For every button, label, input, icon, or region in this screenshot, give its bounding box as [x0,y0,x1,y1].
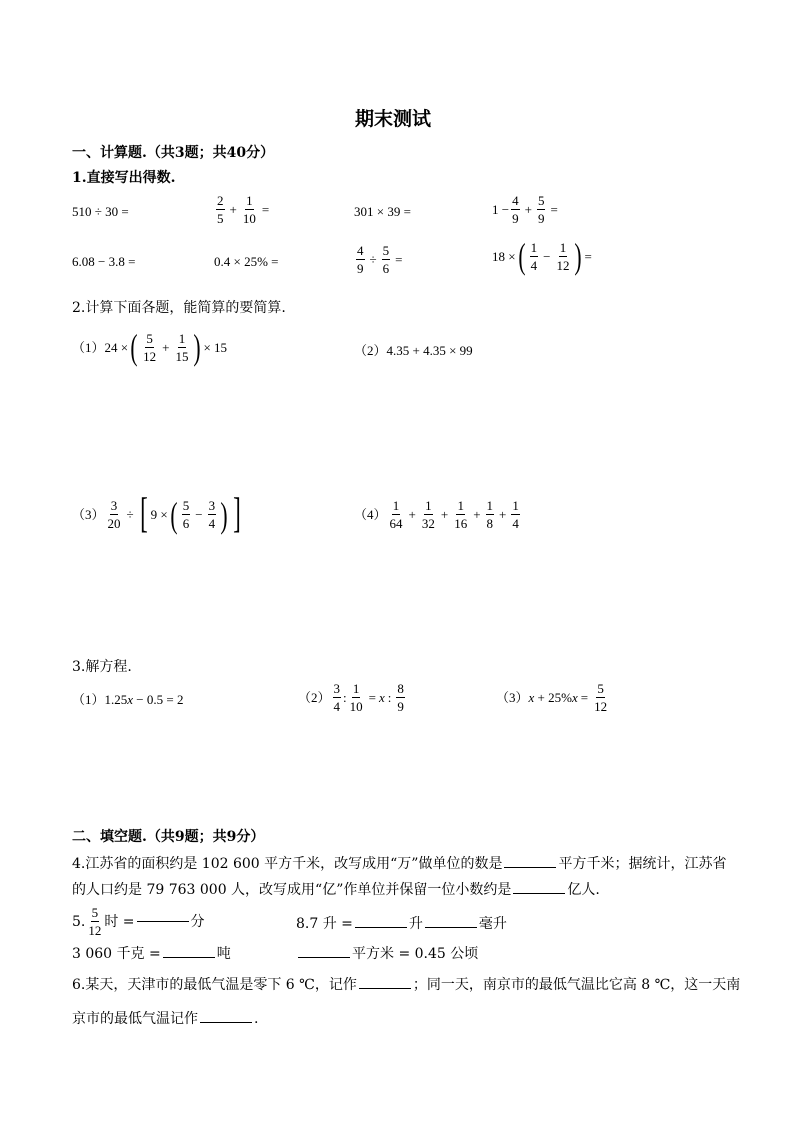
q5-item-b: 8.7 升 = 升 毫升 [296,916,507,932]
q3-heading: 3.解方程. [72,659,132,675]
q1-item-b: $\frac{2}{5}$ + $\frac{1}{10}$ = [217,193,270,226]
q2-heading: 2.计算下面各题，能简算的要简算. [72,300,286,316]
q1-item-c: 301 × 39 = [354,204,411,219]
q6-blank-2[interactable] [200,1022,252,1023]
q2-part-4: （4） $\frac{1}{64}$ + $\frac{1}{32}$ + $\frac{1}{16}$ + $\frac{1}{8}$ + $\frac{1}{4}$ [354,498,519,531]
q2-part-3: （3） $\frac{3}{20}$ ÷ [ 9 × ( $\frac{5}{6}$ − $\frac{3}{4}$ ) ] [72,491,241,537]
q1-item-h: 18 × ( $\frac{1}{4}$ − $\frac{1}{12}$ ) = [492,236,592,276]
section-1-heading: 一、计算题.（共3题；共40分） [72,145,275,161]
section-2-heading: 二、填空题.（共9题；共9分） [72,829,265,845]
q5-blank-b2[interactable] [425,927,477,928]
q2-part-2: （2） 4.35 + 4.35 × 99 [354,343,473,358]
q6-line-2: 京市的最低气温记作 . [72,1011,259,1027]
q2-part-1: （1） 24 × ( $\frac{5}{12}$ + $\frac{1}{15}$ ) × 15 [72,327,228,367]
q5-blank-c[interactable] [163,957,215,958]
q4-blank-1[interactable] [504,867,556,868]
q5-blank-a[interactable] [137,921,189,922]
q5-item-a: 5. $\frac{5}{12}$ 时 = 分 [72,905,205,938]
q3-equation-3: （3） x + 25% x = $\frac{5}{12}$ [496,681,608,714]
q1-item-a: 510 ÷ 30 = [72,204,129,219]
q6-blank-1[interactable] [359,988,411,989]
q5-blank-b1[interactable] [355,927,407,928]
q1-item-g: $\frac{4}{9}$ ÷ $\frac{5}{6}$ = [357,243,403,276]
q1-item-d: 1 − $\frac{4}{9}$ + $\frac{5}{9}$ = [492,193,558,226]
q5-item-d: 平方米 = 0.45 公顷 [296,947,478,961]
q1-heading: 1.直接写出得数. [72,170,176,186]
q4-line-1: 4.江苏省的面积约是 102 600 平方千米，改写成用“万”做单位的数是 平方千米；据统计，江苏省 [72,856,727,872]
q5-item-c: 3 060 千克 = 吨 [72,946,231,962]
q6-line-1: 6.某天，天津市的最低气温是零下 6 ℃，记作 ；同一天，南京市的最低气温比它高 8 ℃，这一天南 [72,977,741,993]
q1-item-f: 0.4 × 25% = [214,254,279,269]
q3-equation-1: （1） 1.25 x − 0.5 = 2 [72,692,184,707]
q3-equation-2: （2） $\frac{3}{4}$ : $\frac{1}{10}$ = x : $\frac{8}{9}$ [298,681,404,714]
q1-item-e: 6.08 − 3.8 = [72,254,136,269]
q5-blank-d[interactable] [298,957,350,958]
q4-line-2: 的人口约是 79 763 000 人，改写成用“亿”作单位并保留一位小数约是 亿人. [72,882,600,898]
q4-blank-2[interactable] [513,893,565,894]
page-title: 期末测试 [355,108,432,130]
